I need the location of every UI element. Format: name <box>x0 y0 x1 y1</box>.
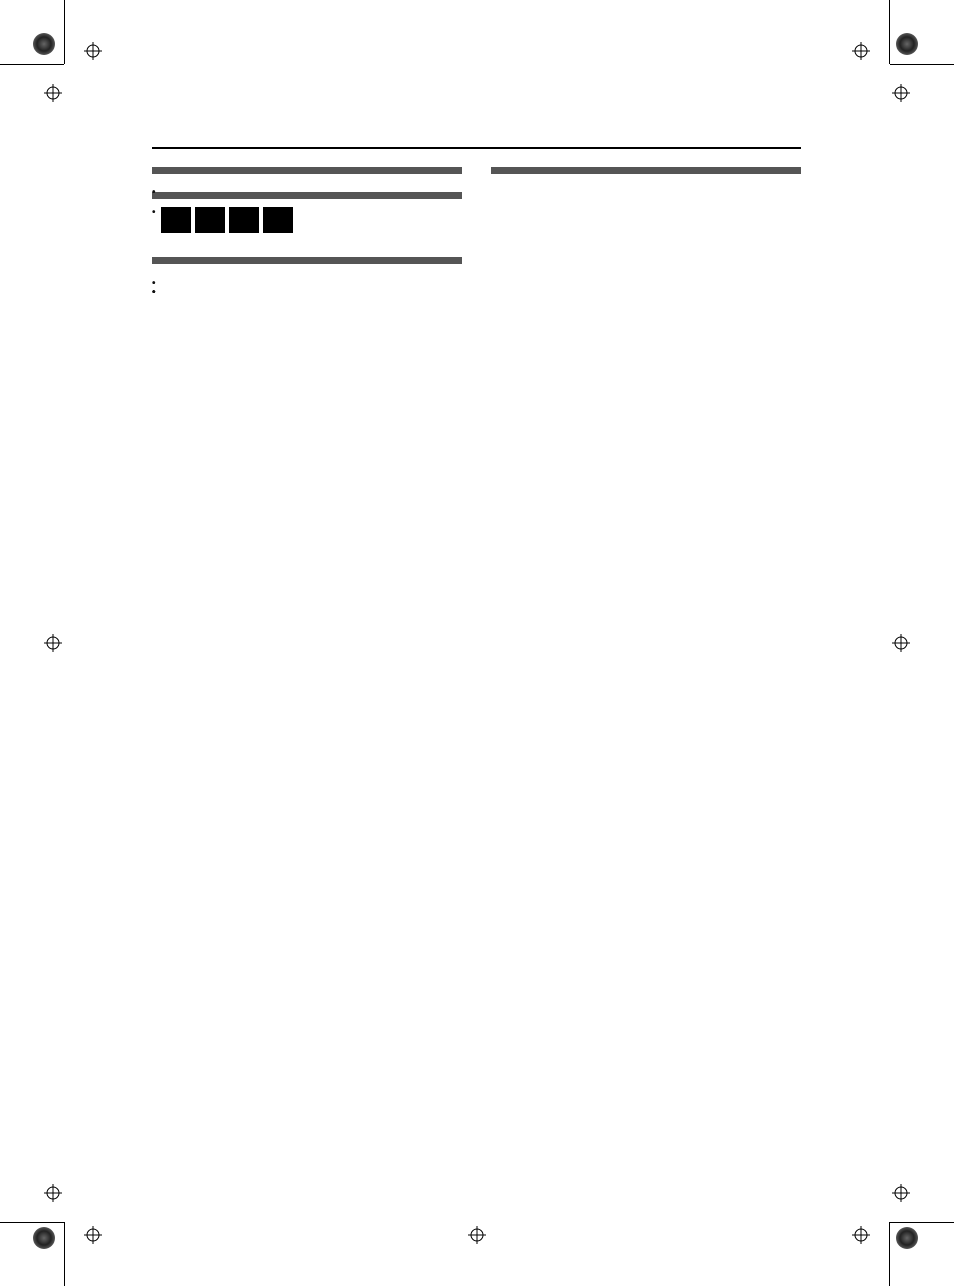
registration-disc-icon <box>896 1227 918 1249</box>
header-rule <box>152 147 801 149</box>
registration-crosshair-icon <box>892 634 910 652</box>
left-column <box>152 167 462 287</box>
registration-crosshair-icon <box>468 1226 486 1244</box>
registration-crosshair-icon <box>44 634 62 652</box>
about-manual-section <box>152 192 462 233</box>
registration-crosshair-icon <box>84 42 102 60</box>
section-bar <box>152 257 462 264</box>
registration-disc-icon <box>33 33 55 55</box>
disc-icons <box>161 207 462 233</box>
registration-crosshair-icon <box>84 1226 102 1244</box>
registration-crosshair-icon <box>892 84 910 102</box>
dvd-video-icon <box>161 207 191 233</box>
section-bar <box>152 167 462 174</box>
precautions-section <box>152 257 462 278</box>
registration-crosshair-icon <box>44 1184 62 1202</box>
table-of-contents <box>491 167 801 182</box>
registration-disc-icon <box>896 33 918 55</box>
video-cd-icon <box>229 207 259 233</box>
section-bar <box>152 192 462 199</box>
registration-crosshair-icon <box>44 84 62 102</box>
super-vcd-icon <box>195 207 225 233</box>
supplied-accessories-section <box>152 167 462 174</box>
audio-cd-icon <box>263 207 293 233</box>
registration-crosshair-icon <box>852 42 870 60</box>
registration-disc-icon <box>33 1227 55 1249</box>
registration-crosshair-icon <box>852 1226 870 1244</box>
section-bar <box>491 167 801 174</box>
registration-crosshair-icon <box>892 1184 910 1202</box>
